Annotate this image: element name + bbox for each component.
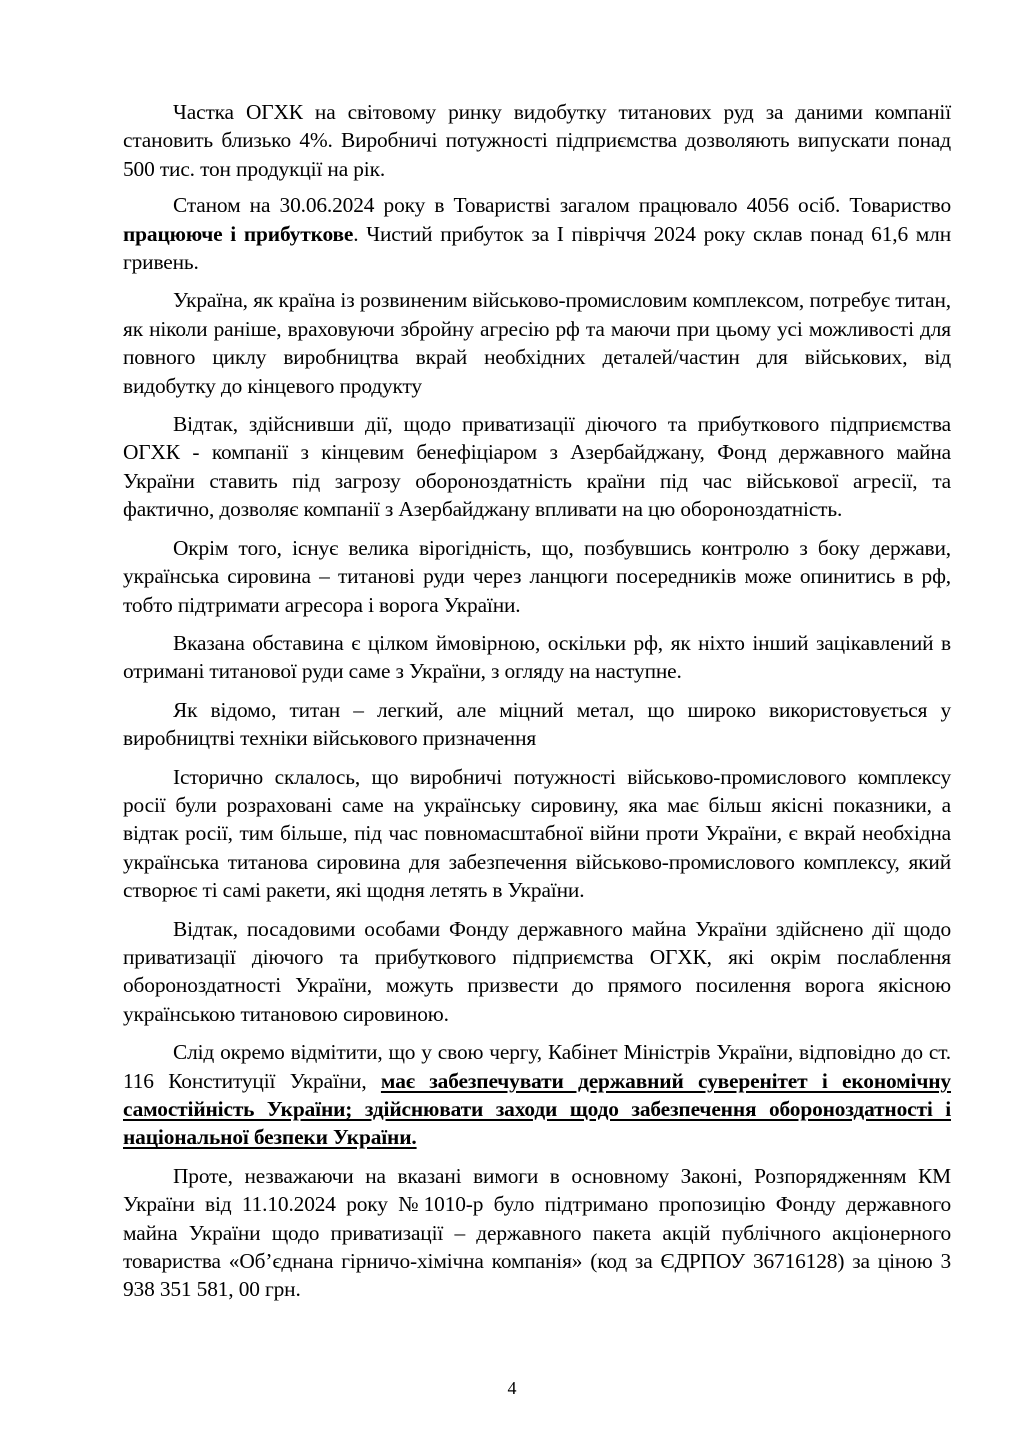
paragraph-privatization-threat: Відтак, здійснивши дії, щодо приватизації діючого та прибуткового підприємства ОГХК - компанії з кінцевим бенефіціаром з Азербайджану, Фонд державного майна України ставить під загрозу обороноздатність країни під час військової агресії, та фактично, дозволяє компанії з Азербайджану впливати на цю обороноздатність. (123, 412, 951, 522)
paragraph-raw-materials-risk: Окрім того, існує велика вірогідність, що, позбувшись контролю з боку держави, українська сировина – титанові руди через ланцюги посередників може опинитись в рф, тобто підтримати агресора і ворога України. (123, 535, 951, 617)
paragraph-historical-dependency: Історично склалось, що виробничі потужності військово-промислового комплексу росії були розраховані саме на українську сировину, яка має більш якісні показники, а відтак росії, тим більше, під час повномасштабної війни проти України, є вкрай необхідна українська титанова сировина для забезпечення військово-промислового комплексу, який створює ті самі ракети, які щодня летять в України. (123, 764, 951, 903)
document-page (123, 98, 951, 1314)
paragraph-text: . Чистий прибуток за І півріччя 2024 року склав понад 61,6 млн гривень. (123, 221, 952, 275)
paragraph-text: Станом на 30.06.2024 року в Товаристві загалом працювало 4056 осіб. Товариство (173, 193, 951, 218)
page-number: 4 (507, 1378, 517, 1398)
paragraph-employees-profit (123, 191, 951, 276)
paragraph-officials-actions: Відтак, посадовими особами Фонду державного майна України здійснено дії щодо приватизації діючого та прибуткового підприємства ОГХК, які окрім послаблення обороноздатності України, можуть призвести до прямого посилення ворога якісною українською титановою сировиною. (123, 916, 951, 1026)
paragraph-ukraine-titanium-need: Україна, як країна із розвиненим військово-промисловим комплексом, потребує титан, як ніколи раніше, враховуючи збройну агресію рф та маючи при цьому усі можливості для повного циклу виробництва вкрай необхідних деталей/частин для військових, від видобутку до кінцевого продукту (123, 288, 951, 398)
paragraph-titanium-military: Як відомо, титан – легкий, але міцний метал, що широко використовується у виробництві техніки військового призначення (123, 697, 951, 751)
emphasis-working-profitable: працююче і прибуткове (123, 221, 354, 246)
paragraph-cabinet-obligations (123, 1038, 951, 1152)
paragraph-text: Слід окремо відмітити, що у свою чергу, Кабінет Міністрів України, відповідно до ст. 116 Конституції України, (123, 1040, 951, 1093)
paragraph-cabinet-decree: Проте, незважаючи на вказані вимоги в основному Законі, Розпорядженням КМ України від 11.10.2024 року №1010-р було підтримано пропозицію Фонду державного майна України щодо приватизації – державного пакета акцій публічного акціонерного товариства «Об’єднана гірничо-хімічна компанія» (код за ЄДРПОУ 36716128) за ціною 3 938 351 581, 00 грн. (123, 1163, 951, 1302)
paragraph-ogkh-market-share: Частка ОГХК на світовому ринку видобутку титанових руд за даними компанії становить близько 4%. Виробничі потужності підприємства дозволяють випускати понад 500 тис. тон продукції на рік. (123, 100, 951, 181)
paragraph-circumstance-likely: Вказана обставина є цілком ймовірною, оскільки рф, як ніхто інший зацікавлений в отримані титанової руди саме з України, з огляду на наступне. (123, 630, 951, 684)
emphasis-constitutional-duty: має забезпечувати державний суверенітет і економічну самостійність України; здійснювати заходи щодо забезпечення обороноздатності і національної безпеки України. (123, 1068, 951, 1150)
